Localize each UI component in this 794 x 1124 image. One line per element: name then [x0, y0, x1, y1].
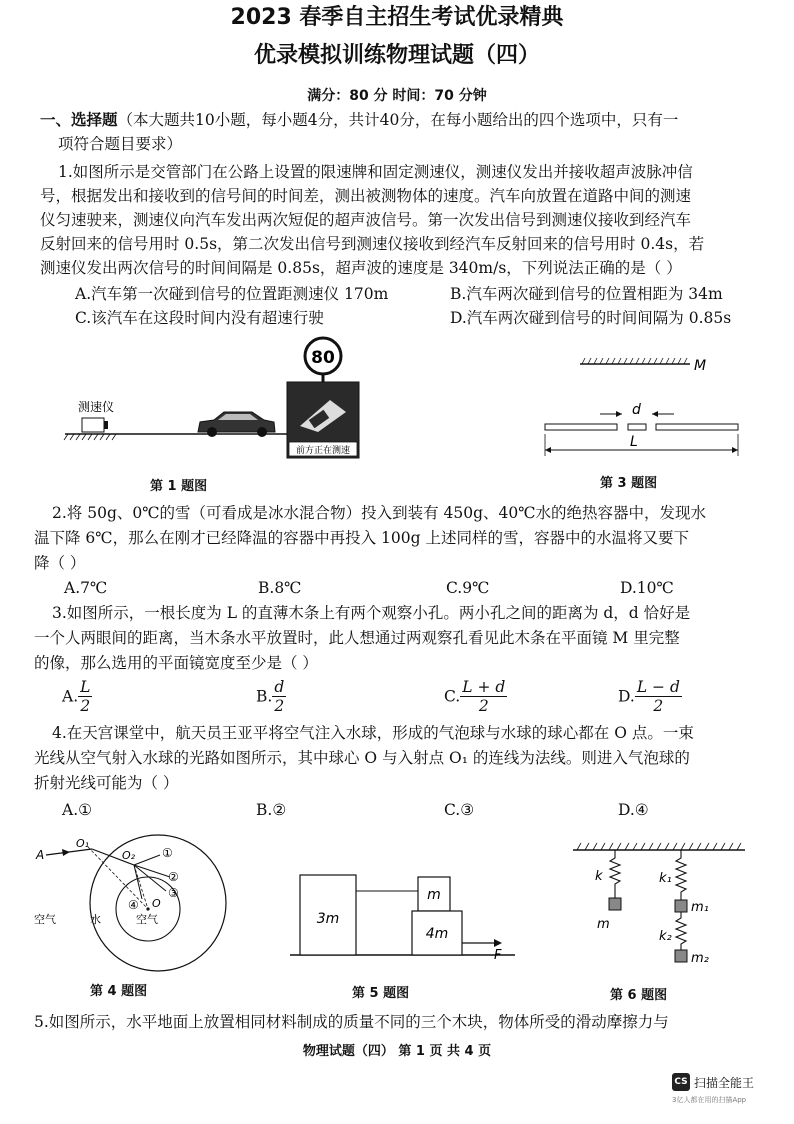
mass-m1 — [675, 900, 687, 912]
figure-1-caption: 第 1 题图 — [150, 479, 208, 494]
inner-air-label: 空气 — [136, 913, 158, 926]
point-o1-label: O₁ — [76, 837, 90, 850]
q4-line: 光线从空气射入水球的光路如图所示，其中球心 O 与入射点 O₁ 的连线为法线。则进入气泡球的 — [34, 749, 690, 767]
q2-option-a: A.7℃ — [64, 579, 108, 597]
fraction: $\frac{L}{2}$ — [80, 678, 91, 715]
camera-sign-text: 前方正在测速 — [295, 446, 351, 456]
q4-option-c: C.③ — [444, 801, 475, 819]
fraction: $\frac{L - d}{2}$ — [636, 678, 680, 715]
figure-4-caption: 第 4 题图 — [90, 984, 148, 999]
fraction: $\frac{d}{2}$ — [274, 678, 285, 715]
score-time-line: 满分：80 分 时间：70 分钟 — [307, 88, 487, 104]
strip-length-label: L — [630, 434, 638, 450]
question-5-line: 5.如图所示，水平地面上放置相同材料制成的质量不同的三个木块，物体所受的滑动摩擦力与 — [34, 1013, 669, 1031]
hole-distance-label: d — [632, 402, 641, 418]
q1-line: 仪匀速驶来，测速仪向汽车发出两次短促的超声波信号。第一次发出信号到测速仪接收到经汽车 — [40, 211, 692, 229]
fraction: $\frac{L + d}{2}$ — [462, 678, 506, 715]
section1-heading: 一、选择题 — [40, 110, 118, 129]
q1-option-a: A.汽车第一次碰到信号的位置距测速仪 170m — [75, 285, 389, 303]
ray-3-label: ③ — [168, 886, 179, 900]
figure-4 — [30, 825, 230, 975]
ray-2-label: ② — [168, 870, 179, 884]
spring-k1 — [676, 850, 686, 900]
q2-option-d: D.10℃ — [620, 579, 674, 597]
watermark-tagline: 3亿人都在用的扫描App — [672, 1096, 747, 1104]
figure-5 — [290, 865, 520, 965]
q4-option-a: A.① — [62, 801, 93, 819]
mass-m2-label: m₂ — [691, 951, 709, 966]
mass-m1-label: m₁ — [691, 900, 709, 915]
figure-5-caption: 第 5 题图 — [352, 986, 410, 1001]
page-footer: 物理试题（四） 第 1 页 共 4 页 — [302, 1044, 492, 1059]
q3-option-d: D. $\frac{L - d}{2}$ — [618, 678, 680, 715]
exam-title-line1: 2023 春季自主招生考试优录精典 — [230, 5, 564, 30]
mirror-label: M — [694, 358, 707, 374]
speed-meter-device — [82, 418, 104, 432]
ray-1-label: ① — [162, 846, 173, 860]
q2-line: 2.将 50g、0℃的雪（可看成是冰水混合物）投入到装有 450g、40℃水的绝热容器中，发现水 — [52, 504, 707, 522]
q3-line: 3.如图所示，一根长度为 L 的直薄木条上有两个观察小孔。两小孔之间的距离为 d，d 恰好是 — [52, 604, 691, 622]
q2-line: 温下降 6℃，那么在刚才已经降温的容器中再投入 100g 上述同样的雪，容器中的水温将又要下 — [34, 529, 689, 547]
wooden-strip — [545, 424, 617, 430]
speed-meter-label: 测速仪 — [78, 400, 115, 414]
mass-m2 — [675, 950, 687, 962]
q3-line: 的像，那么选用的平面镜宽度至少是（ ） — [34, 654, 318, 672]
q1-option-d: D.汽车两次碰到信号的时间间隔为 0.85s — [450, 309, 732, 327]
q4-option-b: B.② — [256, 801, 287, 819]
section1-intro — [40, 110, 678, 130]
speed-limit-value: 80 — [311, 348, 335, 368]
q4-option-d: D.④ — [618, 801, 649, 819]
q1-line: 反射回来的信号用时 0.5s，第二次发出信号到测速仪接收到经汽车反射回来的信号用时 0.4s，若 — [40, 235, 705, 253]
force-label: F — [494, 948, 502, 963]
figure-6-caption: 第 6 题图 — [610, 988, 668, 1003]
spring-k2 — [676, 912, 686, 950]
spring-k2-label: k₂ — [659, 929, 672, 944]
figure-6 — [565, 838, 765, 968]
center-o-label: O — [152, 897, 161, 910]
q2-option-b: B.8℃ — [258, 579, 302, 597]
q3-option-b: B. $\frac{d}{2}$ — [256, 678, 285, 715]
spring-k — [610, 850, 620, 898]
figure-3 — [540, 352, 750, 462]
block-3m-label: 3m — [316, 911, 340, 927]
q3-line: 一个人两眼间的距离，当木条水平放置时，此人想通过两观察孔看见此木条在平面镜 M 里完整 — [34, 629, 680, 647]
q2-line: 降（ ） — [34, 554, 86, 572]
q1-line: 测速仪发出两次信号的时间间隔是 0.85s，超声波的速度是 340m/s，下列说法正确的是（ ） — [40, 259, 682, 277]
scanner-watermark — [672, 1073, 754, 1091]
force-arrow — [494, 939, 502, 947]
q3-option-c: C. $\frac{L + d}{2}$ — [444, 678, 506, 715]
figure-3-caption: 第 3 题图 — [600, 476, 658, 491]
figure-1 — [60, 336, 400, 466]
q4-line: 折射光线可能为（ ） — [34, 774, 179, 792]
q1-option-c: C.该汽车在这段时间内没有超速行驶 — [75, 309, 324, 327]
incident-ray-label: A — [36, 848, 45, 862]
watermark-name: 扫描全能王 — [694, 1075, 755, 1090]
water-label: 水 — [90, 913, 101, 926]
block-4m-label: 4m — [425, 926, 449, 942]
block-m-label: m — [427, 887, 441, 903]
spring-k-label: k — [595, 869, 603, 884]
section1-desc: （本大题共10小题，每小题4分，共计40分，在每小题给出的四个选项中，只有一 — [117, 111, 679, 129]
ray-4-label: ④ — [128, 898, 139, 912]
spring-k1-label: k₁ — [659, 871, 672, 886]
q1-option-b: B.汽车两次碰到信号的位置相距为 34m — [450, 285, 723, 303]
outer-air-label: 空气 — [34, 913, 56, 926]
q4-line: 4.在天宫课堂中，航天员王亚平将空气注入水球，形成的气泡球与水球的球心都在 O 点。一束 — [52, 724, 694, 742]
q1-line: 号，根据发出和接收到的信号间的时间差，测出被测物体的速度。汽车向放置在道路中间的测速 — [40, 187, 692, 205]
q1-line: 1.如图所示是交管部门在公路上设置的限速牌和固定测速仪，测速仪发出并接收超声波脉冲信 — [58, 163, 693, 181]
mass-m-label: m — [597, 917, 610, 932]
q2-option-c: C.9℃ — [446, 579, 490, 597]
exam-title-line2: 优录模拟训练物理试题（四） — [253, 43, 540, 68]
point-o2-label: O₂ — [122, 849, 136, 862]
mass-m — [609, 898, 621, 910]
q3-option-a: A. $\frac{L}{2}$ — [62, 678, 91, 715]
camscanner-icon: CS — [672, 1073, 690, 1091]
section1-desc-cont: 项符合题目要求） — [58, 135, 183, 153]
